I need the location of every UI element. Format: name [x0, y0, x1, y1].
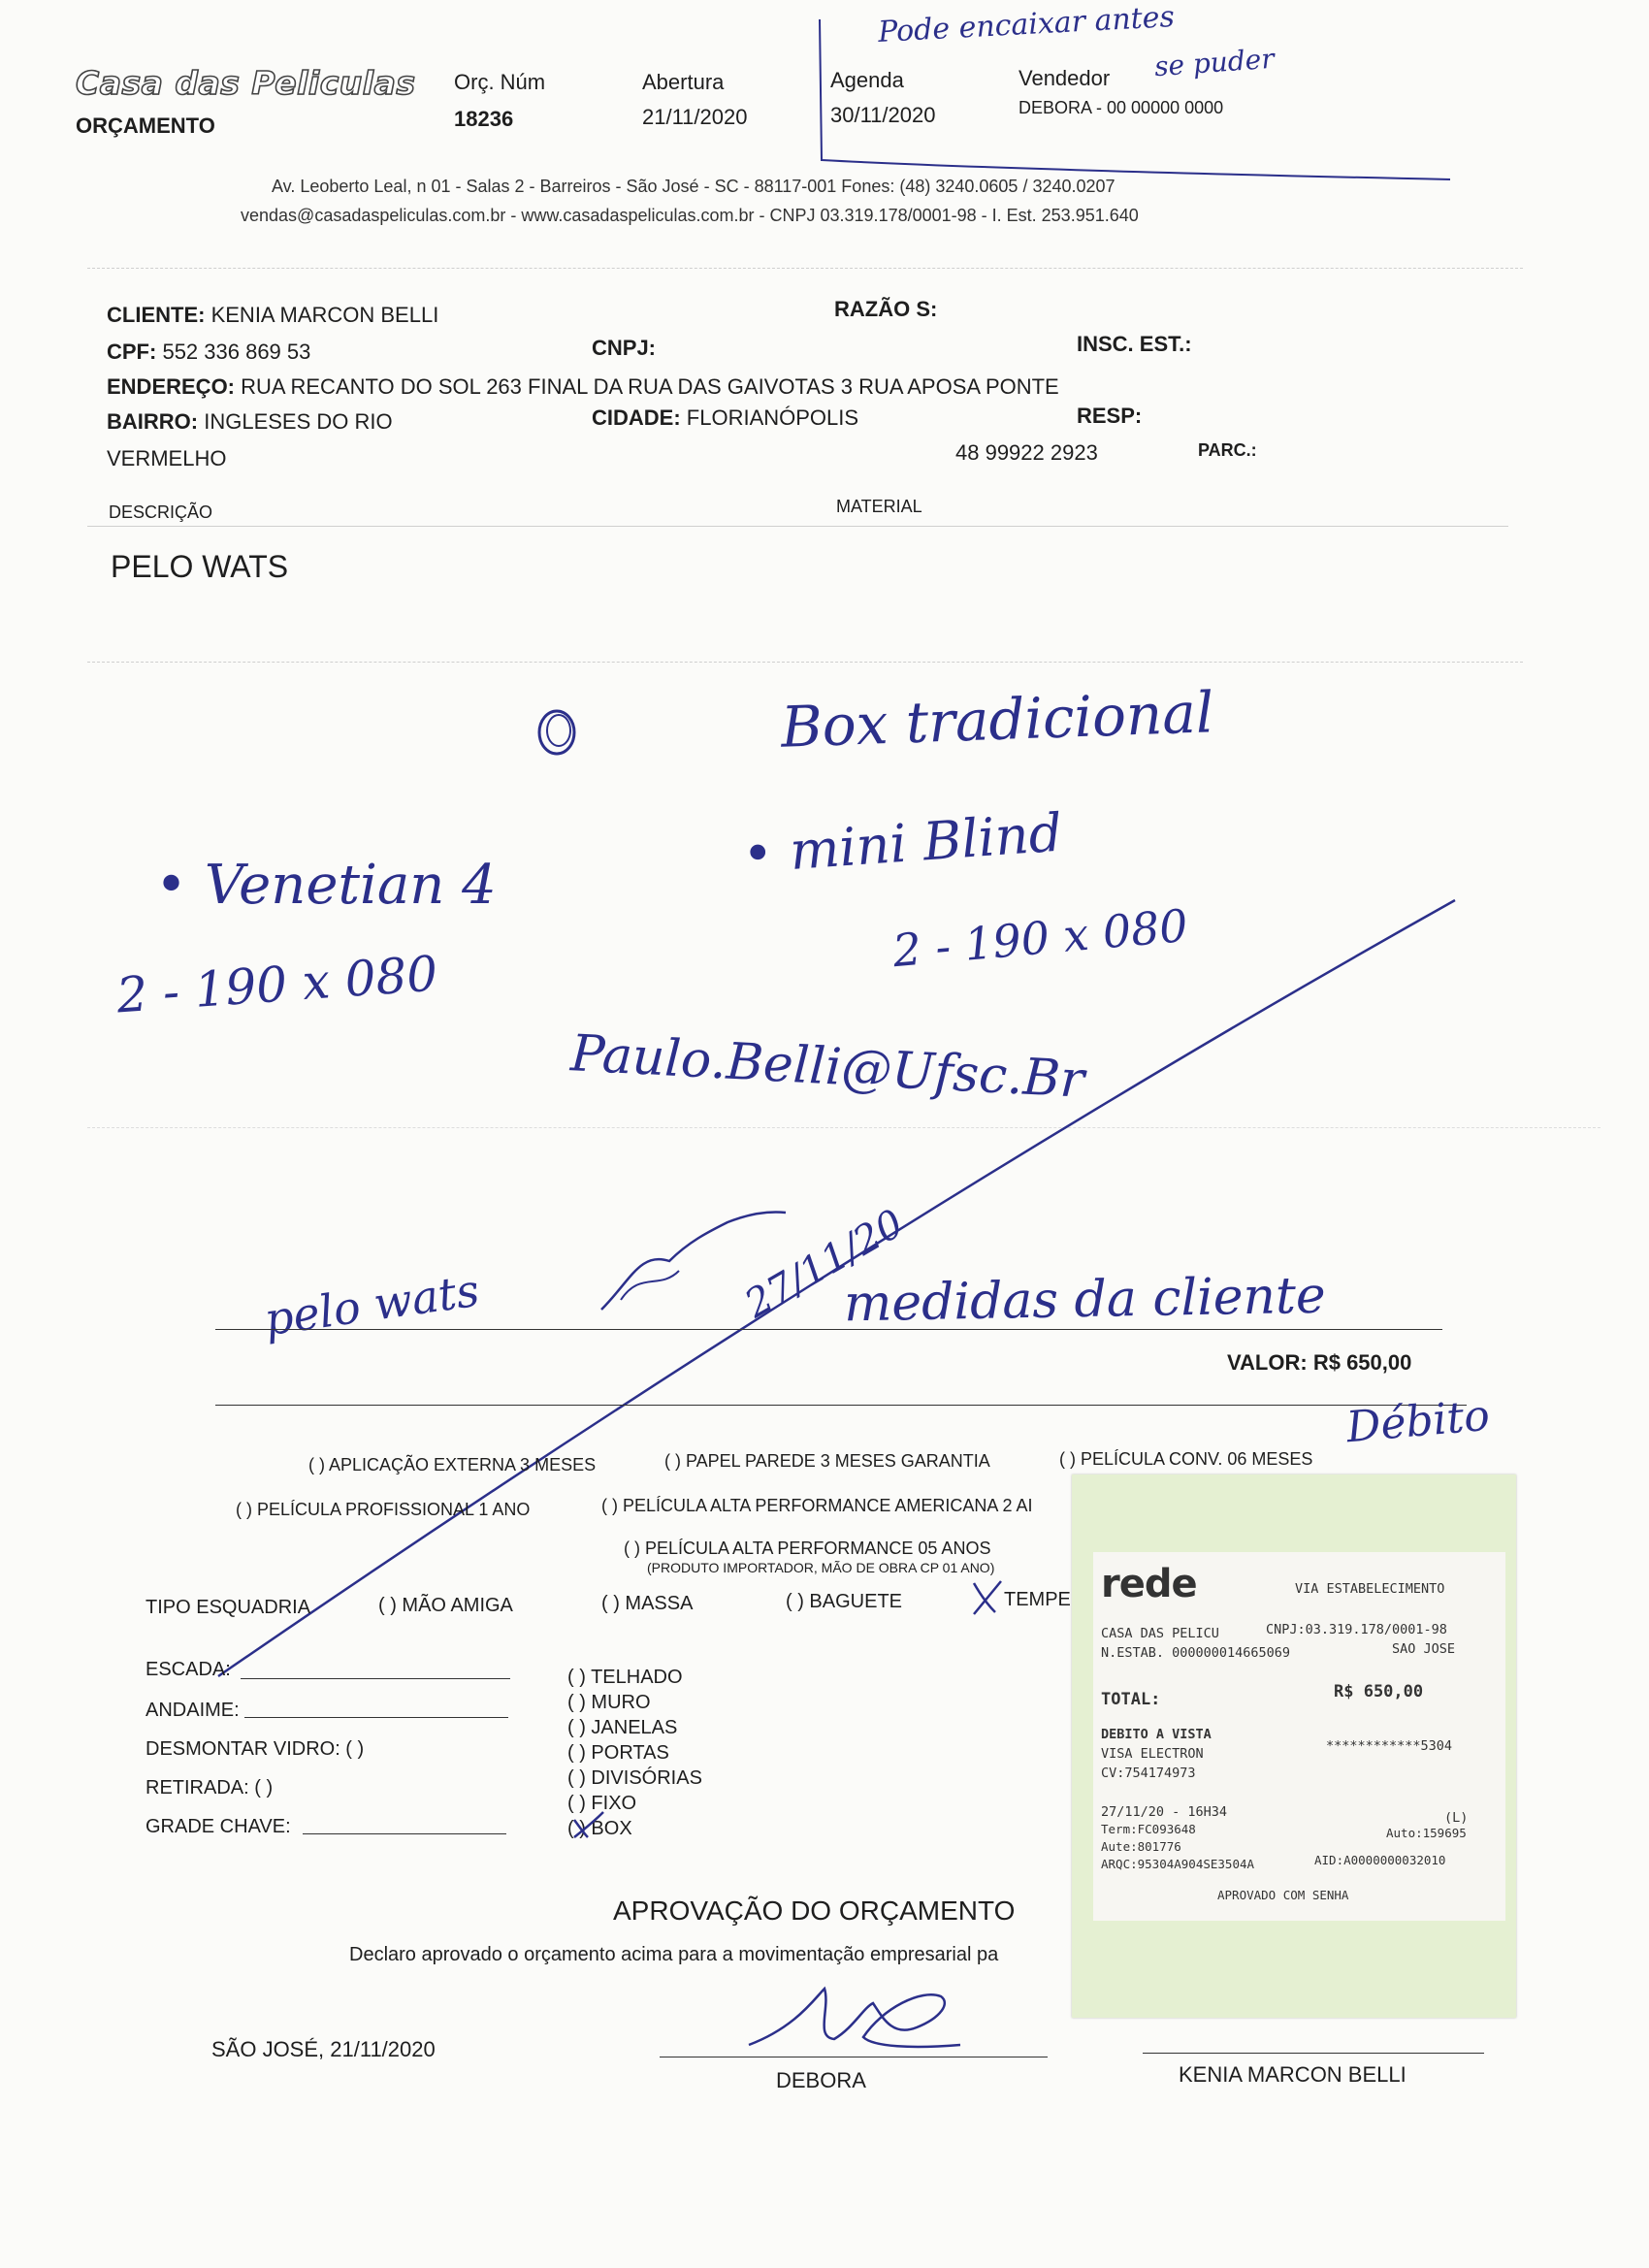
cpf-value: 552 336 869 53	[162, 340, 311, 364]
cidade-value: FLORIANÓPOLIS	[686, 405, 859, 430]
place-date: SÃO JOSÉ, 21/11/2020	[211, 2037, 436, 2061]
desmontar-vidro-label: DESMONTAR VIDRO: ( )	[146, 1738, 365, 1760]
handwritten-date: 27/11/20	[737, 1201, 912, 1327]
seller-signature	[737, 1969, 970, 2066]
orc-number: 18236	[454, 107, 514, 131]
phone-value: 48 99922 2923	[955, 440, 1098, 465]
bairro-value: INGLESES DO RIO	[204, 409, 393, 434]
location-box: ( ) BOX	[567, 1818, 632, 1839]
receipt-type: DEBITO A VISTA	[1101, 1727, 1212, 1742]
approval-title: APROVAÇÃO DO ORÇAMENTO	[613, 1895, 1016, 1926]
option-pelicula-05-note: (PRODUTO IMPORTADOR, MÃO DE OBRA CP 01 ANO)	[647, 1560, 995, 1575]
retirada-label: RETIRADA: ( )	[146, 1777, 274, 1798]
razao-label: RAZÃO S:	[834, 297, 938, 321]
descricao-label: DESCRIÇÃO	[109, 502, 213, 522]
check-mark-icon	[570, 1810, 609, 1839]
abertura-date: 21/11/2020	[642, 105, 748, 129]
cidade-label: CIDADE:	[592, 405, 681, 430]
handwritten-mini-blind-text: mini Blind	[788, 801, 1065, 883]
client-signature-line	[1143, 2053, 1484, 2054]
descricao-value: PELO WATS	[111, 549, 289, 584]
escada-label: ESCADA:	[146, 1659, 231, 1680]
handwritten-note-top-2: se puder	[1152, 42, 1276, 83]
handwritten-size-right: 2 - 190 x 080	[890, 898, 1190, 978]
cpf-label: CPF:	[107, 340, 157, 364]
receipt-card: VISA ELECTRON	[1101, 1746, 1204, 1762]
abertura-label: Abertura	[642, 70, 725, 94]
seller-name: DEBORA	[776, 2068, 866, 2092]
bairro-value-2: VERMELHO	[107, 446, 227, 470]
bairro-label: BAIRRO:	[107, 409, 199, 434]
receipt-aute: Aute:801776	[1101, 1839, 1181, 1854]
option-aplicacao-externa: ( ) APLICAÇÃO EXTERNA 3 MESES	[308, 1455, 597, 1474]
endereco-label: ENDEREÇO:	[107, 374, 236, 399]
andaime-label: ANDAIME:	[146, 1700, 240, 1721]
vendedor-label: Vendedor	[1018, 66, 1111, 90]
handwritten-mini-blind: • mini Blind	[740, 801, 1065, 886]
valor-value: R$ 650,00	[1312, 1350, 1412, 1375]
valor-label: VALOR:	[1227, 1350, 1308, 1375]
receipt-aid: AID:A0000000032010	[1314, 1853, 1446, 1867]
option-pelicula-05-anos: ( ) PELÍCULA ALTA PERFORMANCE 05 ANOS	[624, 1539, 991, 1558]
receipt-flag: (L)	[1444, 1810, 1469, 1826]
handwritten-debito: Débito	[1344, 1390, 1492, 1453]
cnpj-label: CNPJ:	[592, 336, 657, 360]
location-divisorias: ( ) DIVISÓRIAS	[567, 1767, 702, 1789]
location-fixo: ( ) FIXO	[567, 1793, 637, 1814]
approval-text: Declaro aprovado o orçamento acima para a movimentação empresarial pa	[349, 1944, 999, 1965]
resp-label: RESP:	[1077, 404, 1143, 428]
company-logo: Casa das Peliculas	[76, 64, 416, 102]
receipt-total-value: R$ 650,00	[1334, 1682, 1424, 1701]
handwritten-medidas: medidas da cliente	[843, 1266, 1327, 1334]
andaime-blank	[244, 1717, 508, 1718]
receipt-auto: Auto:159695	[1386, 1826, 1467, 1840]
handwritten-box-tradicional: Box tradicional	[779, 679, 1215, 761]
company-address: Av. Leoberto Leal, n 01 - Salas 2 - Barreiros - São José - SC - 88117-001 Fones: (48) 3240.0605 / 3240.0207	[272, 177, 1116, 196]
receipt-datetime: 27/11/20 - 16H34	[1101, 1804, 1228, 1820]
receipt-term: Term:FC093648	[1101, 1822, 1196, 1836]
handwritten-pelo-wats: pelo wats	[261, 1263, 483, 1346]
receipt-cnpj: CNPJ:03.319.178/0001-98	[1266, 1622, 1447, 1637]
option-massa: ( ) MASSA	[601, 1593, 694, 1614]
client-name: KENIA MARCON BELLI	[1179, 2062, 1406, 2087]
card-receipt	[1072, 1474, 1516, 2018]
cliente-label: CLIENTE:	[107, 303, 206, 327]
cliente-value: KENIA MARCON BELLI	[210, 303, 439, 327]
underline	[215, 1329, 1442, 1330]
handwritten-venetian-text: Venetian 4	[204, 854, 497, 917]
grade-chave-blank	[303, 1833, 506, 1834]
endereco-value: RUA RECANTO DO SOL 263 FINAL DA RUA DAS GAIVOTAS 3 RUA APOSA PONTE	[241, 374, 1059, 399]
agenda-date: 30/11/2020	[830, 103, 936, 127]
orc-label: Orç. Núm	[454, 70, 546, 94]
handwritten-venetian: • Venetian 4	[155, 854, 497, 917]
tipo-esquadria-label: TIPO ESQUADRIA	[146, 1597, 311, 1618]
material-label: MATERIAL	[836, 497, 922, 516]
option-baguete: ( ) BAGUETE	[786, 1591, 903, 1612]
receipt-cv: CV:754174973	[1101, 1766, 1196, 1781]
handwritten-email: Paulo.Belli@Ufsc.Br	[568, 1024, 1086, 1110]
receipt-approved: APROVADO COM SENHA	[1217, 1888, 1349, 1902]
parc-label: PARC.:	[1198, 440, 1257, 460]
option-mao-amiga: ( ) MÃO AMIGA	[378, 1595, 513, 1616]
receipt-arqc: ARQC:95304A904SE3504A	[1101, 1857, 1255, 1871]
option-pelicula-conv: ( ) PELÍCULA CONV. 06 MESES	[1059, 1449, 1313, 1469]
location-janelas: ( ) JANELAS	[567, 1717, 678, 1738]
receipt-estab: N.ESTAB. 000000014665069	[1101, 1645, 1291, 1661]
escada-blank	[241, 1678, 510, 1679]
receipt-merchant: CASA DAS PELICU	[1101, 1626, 1219, 1641]
receipt-city: SAO JOSE	[1392, 1641, 1456, 1657]
insc-label: INSC. EST.:	[1077, 332, 1192, 356]
handwritten-size-left: 2 - 190 x 080	[114, 945, 439, 1024]
location-portas: ( ) PORTAS	[567, 1742, 669, 1764]
check-mark-icon	[968, 1575, 1009, 1618]
document-type: ORÇAMENTO	[76, 113, 215, 138]
receipt-card-mask: ************5304	[1326, 1738, 1453, 1754]
location-telhado: ( ) TELHADO	[567, 1667, 683, 1688]
option-pelicula-profissional: ( ) PELÍCULA PROFISSIONAL 1 ANO	[236, 1500, 531, 1519]
handwritten-note-top: Pode encaixar antes	[877, 0, 1176, 49]
receipt-brand-logo: rede	[1101, 1562, 1197, 1606]
location-muro: ( ) MURO	[567, 1692, 651, 1713]
receipt-total-label: TOTAL:	[1101, 1690, 1161, 1709]
agenda-label: Agenda	[830, 68, 904, 92]
underline	[215, 1405, 1467, 1406]
option-temperado: TEMPE	[1004, 1589, 1071, 1610]
receipt-via: VIA ESTABELECIMENTO	[1295, 1581, 1445, 1597]
valor-field	[1227, 1350, 1411, 1376]
option-pelicula-americana: ( ) PELÍCULA ALTA PERFORMANCE AMERICANA 2 AI	[601, 1496, 1033, 1515]
company-contact: vendas@casadaspeliculas.com.br - www.casadaspeliculas.com.br - CNPJ 03.319.178/0001-98 - I. Est. 253.951.640	[241, 206, 1139, 225]
vendedor-value: DEBORA - 00 00000 0000	[1018, 98, 1224, 117]
option-papel-parede: ( ) PAPEL PAREDE 3 MESES GARANTIA	[664, 1451, 990, 1471]
grade-chave-label: GRADE CHAVE:	[146, 1816, 291, 1837]
